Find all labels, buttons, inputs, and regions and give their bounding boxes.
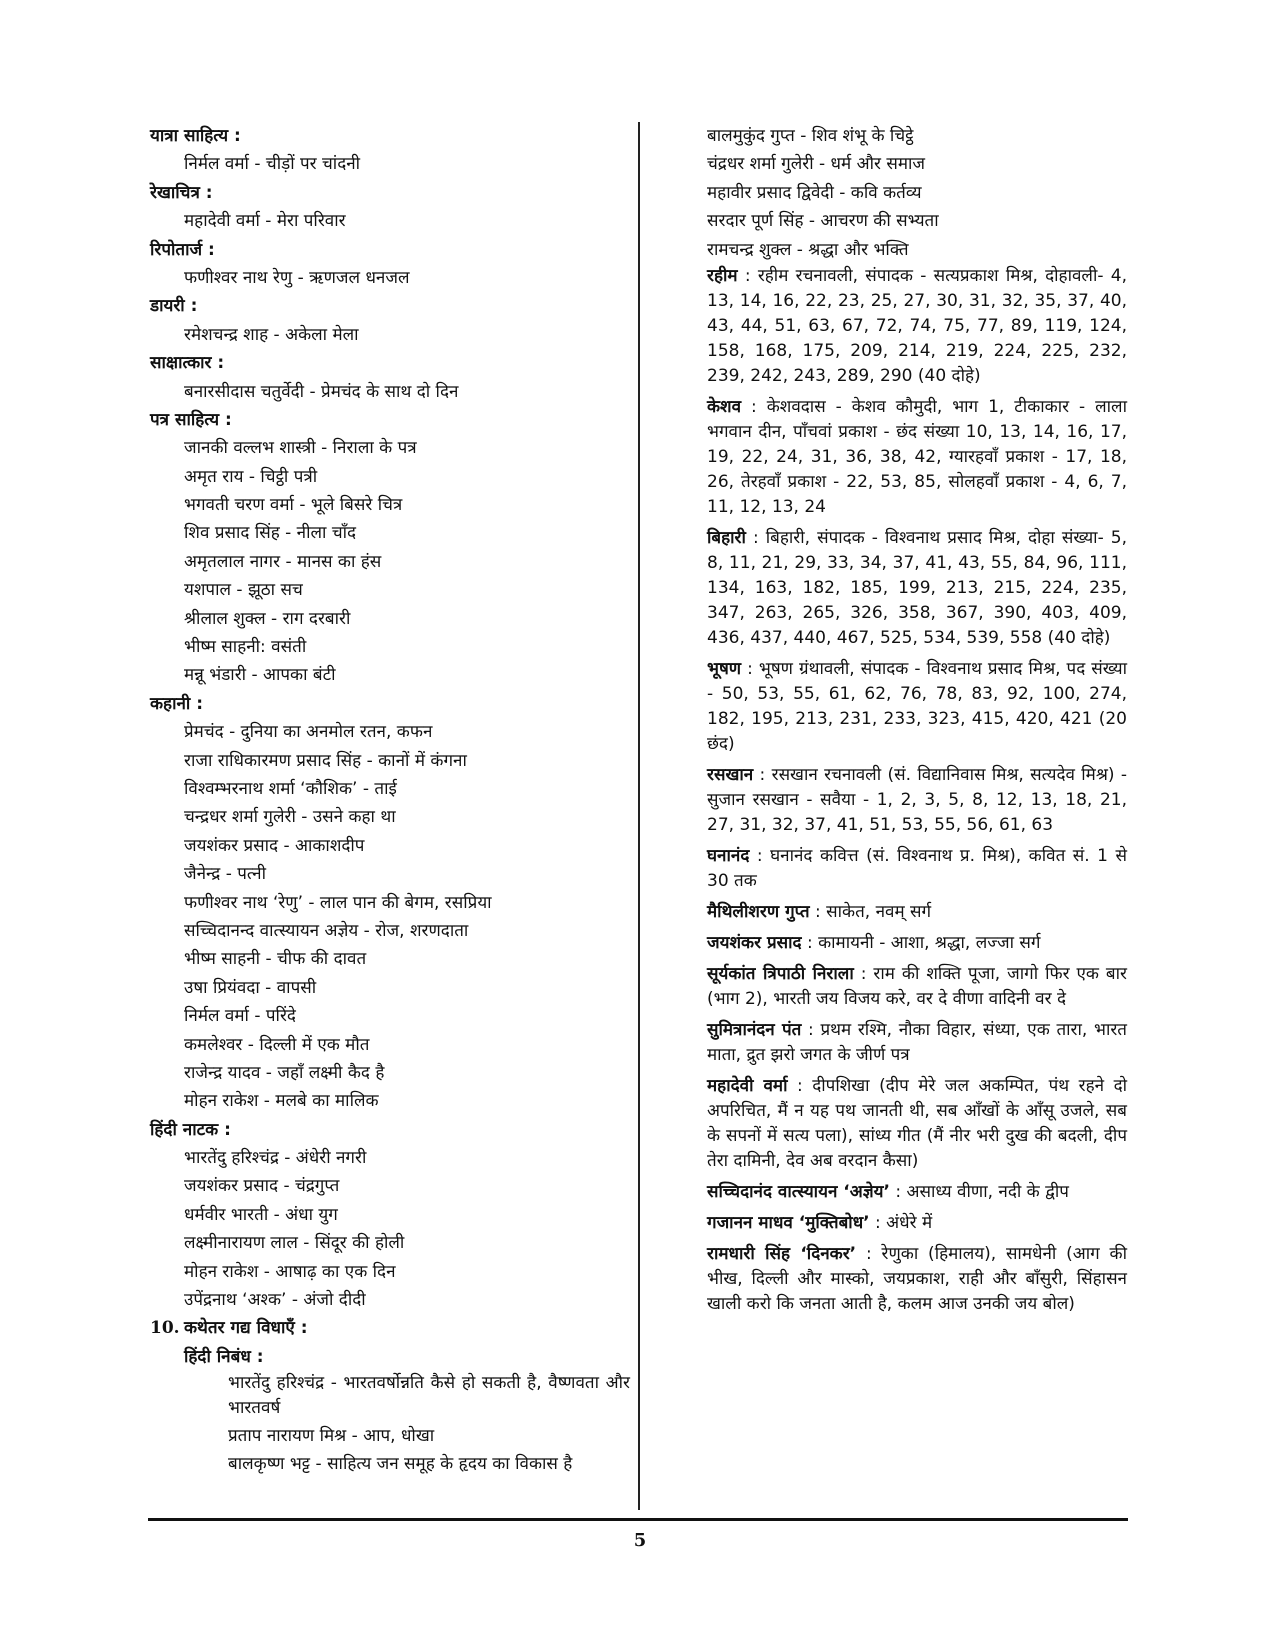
list-item: भीष्म साहनी - चीफ की दावत — [184, 949, 367, 970]
list-item: राजेन्द्र यादव - जहाँ लक्ष्मी कैद है — [184, 1062, 385, 1083]
poet-works: : घनानंद कवित्त (सं. विश्वनाथ प्र. मिश्र), कवित सं. 1 से 30 तक — [707, 845, 1127, 891]
poet-name: जयशंकर प्रसाद — [707, 932, 802, 953]
section-heading: डायरी : — [150, 296, 198, 317]
poet-name: सुमित्रानंदन पंत — [707, 1019, 802, 1040]
poet-name: बिहारी — [707, 527, 746, 548]
essay-entry: सरदार पूर्ण सिंह - आचरण की सभ्यता — [707, 211, 939, 232]
poet-entry — [707, 1018, 1127, 1068]
section-heading: रेखाचित्र : — [150, 182, 213, 203]
section-number: 10. — [150, 1318, 180, 1339]
list-item: राजा राधिकारमण प्रसाद सिंह - कानों में कंगना — [184, 750, 467, 771]
column-divider — [638, 122, 640, 1510]
essay-entry: प्रताप नारायण मिश्र - आप, धोखा — [228, 1426, 435, 1447]
poet-works: : असाध्य वीणा, नदी के द्वीप — [889, 1181, 1069, 1202]
footer-rule — [148, 1518, 1128, 1521]
left-sections — [150, 122, 630, 1314]
list-item: मोहन राकेश - आषाढ़ का एक दिन — [184, 1261, 396, 1282]
poet-entry — [707, 1180, 1127, 1205]
poet-entry — [707, 657, 1127, 757]
poet-entry — [707, 264, 1127, 389]
poet-entry — [707, 763, 1127, 838]
list-item: सच्चिदानन्द वात्स्यायन अज्ञेय - रोज, शरणदाता — [184, 920, 469, 941]
poet-works: : राम की शक्ति पूजा, जागो फिर एक बार (भाग 2), भारती जय विजय करे, वर दे वीणा वादिनी वर दे — [707, 963, 1127, 1009]
list-item: यशपाल - झूठा सच — [184, 580, 303, 601]
list-item: भीष्म साहनी: वसंती — [184, 637, 307, 658]
poet-name: गजानन माधव ‘मुक्तिबोध’ — [707, 1212, 870, 1233]
right-column — [707, 122, 1127, 1323]
poet-works: : अंधेरे में — [869, 1212, 933, 1233]
list-item: जानकी वल्लभ शास्त्री - निराला के पत्र — [184, 438, 417, 459]
list-item: फणीश्वर नाथ ‘रेणु’ - लाल पान की बेगम, रसप्रिया — [184, 892, 492, 913]
list-item: महादेवी वर्मा - मेरा परिवार — [184, 211, 346, 232]
poet-works: : कामायनी - आशा, श्रद्धा, लज्जा सर्ग — [801, 932, 1041, 953]
essay-entry: महावीर प्रसाद द्विवेदी - कवि कर्तव्य — [707, 182, 922, 203]
section-title: कथेतर गद्य विधाएँ : — [184, 1318, 308, 1339]
list-item: मन्नू भंडारी - आपका बंटी — [184, 665, 336, 686]
list-item: अमृत राय - चिट्ठी पत्री — [184, 466, 318, 487]
list-item: धर्मवीर भारती - अंधा युग — [184, 1204, 338, 1225]
left-column — [150, 122, 630, 1480]
section-heading: साक्षात्कार : — [150, 353, 225, 374]
section-heading: पत्र साहित्य : — [150, 409, 232, 430]
poet-name: सूर्यकांत त्रिपाठी निराला — [707, 963, 854, 984]
list-item: प्रेमचंद - दुनिया का अनमोल रतन, कफन — [184, 722, 433, 743]
list-item: शिव प्रसाद सिंह - नीला चाँद — [184, 523, 357, 544]
poet-name: रसखान — [707, 764, 754, 785]
list-item: चन्द्रधर शर्मा गुलेरी - उसने कहा था — [184, 807, 396, 828]
sub-heading: हिंदी निबंध : — [184, 1346, 264, 1367]
list-item: बनारसीदास चतुर्वेदी - प्रेमचंद के साथ दो दिन — [184, 381, 459, 402]
poet-entry — [707, 962, 1127, 1012]
section-heading: यात्रा साहित्य : — [150, 126, 241, 146]
list-item: जयशंकर प्रसाद - आकाशदीप — [184, 835, 365, 856]
list-item: फणीश्वर नाथ रेणु - ऋणजल धनजल — [184, 267, 410, 288]
list-item: लक्ष्मीनारायण लाल - सिंदूर की होली — [184, 1233, 405, 1254]
essay-entry: बालमुकुंद गुप्त - शिव शंभू के चिट्ठे — [707, 126, 914, 146]
section-heading-numbered — [150, 1314, 630, 1342]
poet-entry — [707, 1242, 1127, 1317]
poet-name: केशव — [707, 396, 742, 417]
section-heading: कहानी : — [150, 693, 204, 714]
poet-works: : केशवदास - केशव कौमुदी, भाग 1, टीकाकार - लाला भगवान दीन, पाँचवां प्रकाश - छंद संख्या 10, 13, 14, 16, 17, 19, 22, 24, 31, 36, 38, 42, ग्यारहवाँ प्रकाश - 17, 18, 26, तेरहवाँ प्रकाश - 22, 53, 85, सोलहवाँ प्रकाश - 4, 6, 7, 11, 12, 13, 24 — [707, 396, 1127, 517]
poet-name: महादेवी वर्मा — [707, 1075, 788, 1096]
poet-works: : प्रथम रश्मि, नौका विहार, संध्या, एक तारा, भारत माता, द्रुत झरो जगत के जीर्ण पत्र — [707, 1019, 1127, 1065]
poet-name: सच्चिदानंद वात्स्यायन ‘अज्ञेय’ — [707, 1181, 890, 1202]
poets-list — [707, 264, 1127, 1317]
numbered-section — [150, 1314, 630, 1477]
list-item: अमृतलाल नागर - मानस का हंस — [184, 551, 382, 572]
poet-entry — [707, 395, 1127, 520]
poet-name: मैथिलीशरण गुप्त — [707, 901, 810, 922]
poet-works: : भूषण ग्रंथावली, संपादक - विश्वनाथ प्रसाद मिश्र, पद संख्या - 50, 53, 55, 61, 62, 76, 78, 83, 92, 100, 274, 182, 195, 213, 231, 233, 323, 415, 420, 421 (20 छंद) — [707, 658, 1127, 754]
list-item: भारतेंदु हरिश्चंद्र - अंधेरी नगरी — [184, 1148, 367, 1169]
list-item: उपेंद्रनाथ ‘अश्क’ - अंजो दीदी — [184, 1290, 366, 1311]
list-item: भगवती चरण वर्मा - भूले बिसरे चित्र — [184, 495, 403, 516]
section-heading: रिपोतार्ज : — [150, 239, 215, 260]
essay-entry: चंद्रधर शर्मा गुलेरी - धर्म और समाज — [707, 154, 926, 175]
poet-works: : साकेत, नवम् सर्ग — [809, 901, 932, 922]
poet-entry — [707, 1211, 1127, 1236]
poet-works: : दीपशिखा (दीप मेरे जल अकम्पित, पंथ रहने दो अपरिचित, मैं न यह पथ जानती थी, सब आँखों के आँसू उजले, सब के सपनों में सत्य पला), सांध्य गीत (मैं नीर भरी दुख की बदली, दीप तेरा दामिनी, देव अब वरदान कैसा) — [707, 1075, 1127, 1171]
list-item: रमेशचन्द्र शाह - अकेला मेला — [184, 324, 359, 345]
list-item: निर्मल वर्मा - चीड़ों पर चांदनी — [184, 154, 361, 175]
poet-works: : रसखान रचनावली (सं. विद्यानिवास मिश्र, सत्यदेव मिश्र) - सुजान रसखान - सवैया - 1, 2, 3, 5, 8, 12, 13, 18, 21, 27, 31, 32, 37, 41, 51, 53, 55, 56, 61, 63 — [707, 764, 1127, 835]
poet-entry — [707, 931, 1127, 956]
poet-works: : बिहारी, संपादक - विश्वनाथ प्रसाद मिश्र, दोहा संख्या- 5, 8, 11, 21, 29, 33, 34, 37, 41, 43, 55, 84, 96, 111, 134, 163, 182, 185, 199, 213, 215, 224, 235, 347, 263, 265, 326, 358, 367, 390, 403, 409, 436, 437, 440, 467, 525, 534, 539, 558 (40 दोहे) — [707, 527, 1127, 648]
section-heading: हिंदी नाटक : — [150, 1119, 231, 1140]
list-item: श्रीलाल शुक्ल - राग दरबारी — [184, 608, 351, 629]
list-item: जयशंकर प्रसाद - चंद्रगुप्त — [184, 1176, 340, 1197]
poet-name: रामधारी सिंह ‘दिनकर’ — [707, 1243, 857, 1264]
poet-entry — [707, 844, 1127, 894]
poet-works: : रहीम रचनावली, संपादक - सत्यप्रकाश मिश्र, दोहावली- 4, 13, 14, 16, 22, 23, 25, 27, 30, 31, 32, 35, 37, 40, 43, 44, 51, 63, 67, 72, 74, 75, 77, 89, 119, 124, 158, 168, 175, 209, 214, 219, 224, 225, 232, 239, 242, 243, 289, 290 (40 दोहे) — [707, 265, 1127, 386]
poet-name: रहीम — [707, 265, 738, 286]
poet-name: घनानंद — [707, 845, 750, 866]
essay-entry: बालकृष्ण भट्ट - साहित्य जन समूह के हृदय का विकास है — [228, 1454, 573, 1475]
page-number: 5 — [633, 1530, 647, 1551]
poet-entry — [707, 1074, 1127, 1174]
list-item: जैनेन्द्र - पत्नी — [184, 864, 266, 885]
poet-works: : रेणुका (हिमालय), सामधेनी (आग की भीख, दिल्ली और मास्को, जयप्रकाश, राही और बाँसुरी, सिंहासन खाली करो कि जनता आती है, कलम आज उनकी जय बोल) — [707, 1243, 1127, 1314]
list-item: मोहन राकेश - मलबे का मालिक — [184, 1091, 379, 1112]
essay-entry: भारतेंदु हरिश्चंद्र - भारतवर्षोन्नति कैसे हो सकती है, वैष्णवता और भारतवर्ष — [228, 1373, 630, 1419]
poet-name: भूषण — [707, 658, 742, 679]
list-item: कमलेश्वर - दिल्ली में एक मौत — [184, 1034, 370, 1055]
essay-entry: रामचन्द्र शुक्ल - श्रद्धा और भक्ति — [707, 239, 909, 260]
list-item: उषा प्रियंवदा - वापसी — [184, 977, 317, 998]
poet-entry — [707, 526, 1127, 651]
poet-entry — [707, 900, 1127, 925]
list-item: विश्वम्भरनाथ शर्मा ‘कौशिक’ - ताई — [184, 778, 397, 799]
list-item: निर्मल वर्मा - परिंदे — [184, 1006, 296, 1027]
